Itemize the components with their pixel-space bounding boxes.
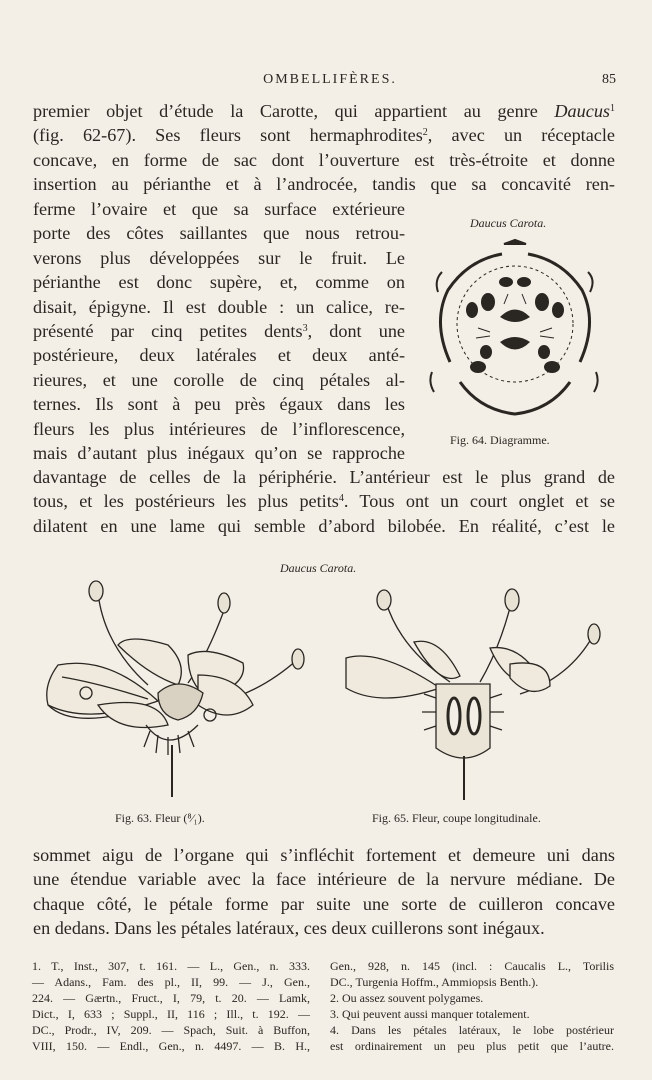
flower-section-illustration	[340, 578, 610, 806]
text-line: ferme l’ovaire et que sa surface extérieure	[33, 199, 405, 219]
figure-64-caption: Fig. 64. Diagramme.	[450, 433, 550, 447]
text-line: postérieure, deux latérales et deux anté-	[33, 345, 405, 366]
text-line: chaque côté, le pétale forme par suite une sorte de cuilleron concave	[33, 893, 615, 914]
footnote-line: DC., Turgenia Hoffm., Ammiopsis Benth.).	[330, 975, 539, 989]
text-line: fleurs les plus intérieures de l’inflorescence,	[33, 418, 405, 439]
running-title: OMBELLIFÈRES.	[263, 72, 397, 87]
paragraph-intro	[33, 99, 615, 197]
footnote-line: 1. T., Inst., 307, t. 161. — L., Gen., n. 333.	[32, 959, 310, 973]
footnote-line: VIII, 150. — Endl., Gen., n. 4497. — B. H.,	[32, 1039, 310, 1053]
text-line: une étendue variable avec la face intérieure de la nervure médiane. De	[33, 869, 615, 890]
text-line: (fig. 62-67). Ses fleurs sont hermaphrodites$^2$, avec un réceptacle	[33, 125, 615, 146]
figures-63-65-title: Daucus Carota.	[280, 561, 357, 575]
text-line: disait, épigyne. Il est double : un calice, re-	[33, 296, 405, 317]
text-line: verons plus développées sur le fruit. Le	[33, 247, 405, 268]
text-line: concave, en forme de sac dont l’ouverture est très-étroite et donne	[33, 149, 615, 170]
text-line: en dedans. Dans les pétales latéraux, ces deux cuillerons sont inégaux.	[33, 918, 545, 939]
footnote-line: 3. Qui peuvent aussi manquer totalement.	[330, 1007, 530, 1021]
text-line: mais d’autant plus inégaux qu’on se rapproche	[33, 443, 405, 464]
paragraph-beside-diagram	[33, 197, 405, 465]
text-line: dilatent en une lame qui semble d’abord bilobée. En réalité, c’est le	[33, 515, 615, 536]
footnote-line: DC., Prodr., IV, 209. — Spach, Suit. à Buffon,	[32, 1023, 310, 1037]
footnote-line: 4. Dans les pétales latéraux, le lobe postérieur	[330, 1023, 614, 1037]
flower-illustration	[38, 575, 316, 807]
text-line: davantage de celles de la périphérie. L’antérieur est le plus grand de	[33, 467, 615, 487]
text-line: insertion au périanthe et à l’androcée, tandis que sa concavité ren-	[33, 174, 615, 195]
running-head	[0, 72, 652, 92]
text-line: présenté par cinq petites dents$^3$, dont une	[33, 321, 405, 342]
text-line: premier objet d’étude la Carotte, qui appartient au genre Daucus$^1$	[33, 101, 615, 121]
footnote-line: Gen., 928, n. 145 (incl. : Caucalis L., Torilis	[330, 959, 614, 973]
text-line: rieures, et une corolle de cinq pétales al-	[33, 369, 405, 390]
footnote-line: 224. — Gærtn., Fruct., I, 79, t. 20. — Lamk,	[32, 991, 310, 1005]
footnote-line: Dict., I, 633 ; Suppl., II, 116 ; Ill., t. 192. —	[32, 1007, 310, 1021]
footnotes-left-column	[32, 958, 310, 1054]
figure-65-caption: Fig. 65. Fleur, coupe longitudinale.	[372, 811, 541, 825]
text-line: porte des côtes saillantes que nous retrou-	[33, 223, 405, 244]
text-line: tous, et les postérieurs les plus petits$^4$. Tous ont un court onglet et se	[33, 491, 616, 512]
floral-diagram-figure	[420, 232, 610, 432]
paragraph-petals	[33, 465, 615, 538]
footnotes-right-column	[330, 958, 614, 1054]
page-number: 85	[602, 72, 616, 87]
footnote-line: 2. Ou assez souvent polygames.	[330, 991, 484, 1005]
figure-64-title: Daucus Carota.	[470, 216, 547, 230]
text-line: ternes. Ils sont à peu près égaux dans les	[33, 394, 405, 415]
footnote-line: est ordinairement un peu plus petit que l’autre.	[330, 1039, 614, 1053]
paragraph-petal-apex	[33, 843, 615, 941]
footnote-line: — Adans., Fam. des pl., II, 99. — J., Gen.,	[32, 975, 310, 989]
text-line: périanthe est donc supère, et, comme on	[33, 272, 405, 293]
figure-63-caption: Fig. 63. Fleur (⁸⁄₁).	[115, 811, 205, 825]
text-line: sommet aigu de l’organe qui s’infléchit fortement et demeure uni dans	[33, 845, 615, 865]
